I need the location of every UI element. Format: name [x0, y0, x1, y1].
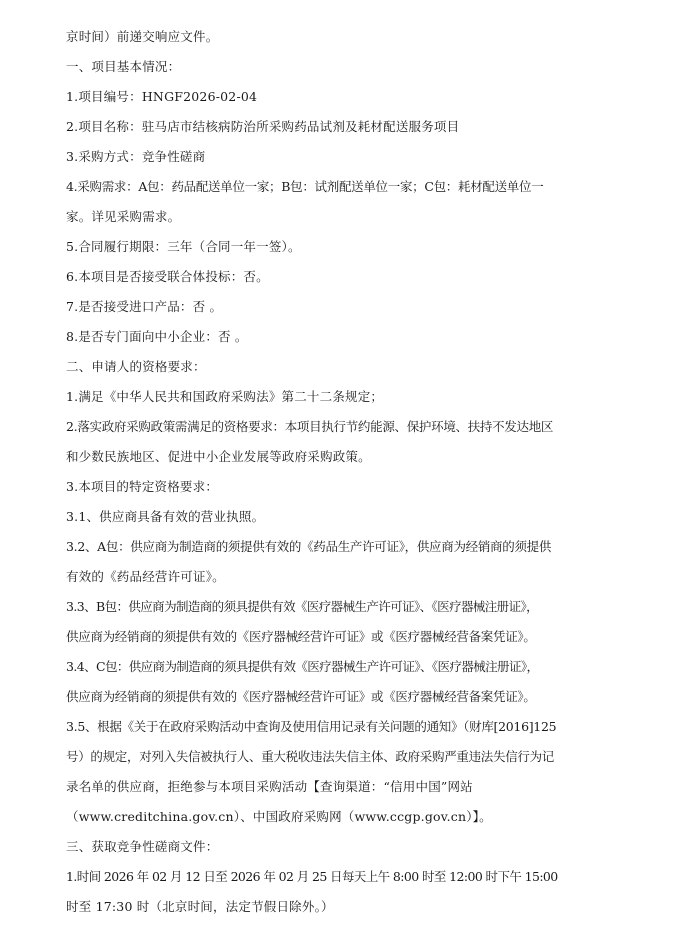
requirement-3-5-cont-1: 号）的规定，对列入失信被执行人、重大税收违法失信主体、政府采购严重违法失信行为记: [66, 749, 555, 764]
section-heading-3: 三、获取竞争性磋商文件：: [66, 839, 219, 854]
sme-only: 8.是否专门面向中小企业：否 。: [66, 329, 248, 344]
requirement-3-5: 3.5、根据《关于在政府采购活动中查询及使用信用记录有关问题的通知》（财库[2016]125: [66, 719, 557, 734]
section-heading-2: 二、申请人的资格要求：: [66, 359, 206, 374]
requirement-1: 1.满足《中华人民共和国政府采购法》第二十二条规定；: [66, 389, 384, 404]
requirement-3-5-cont-3: （www.creditchina.gov.cn）、中国政府采购网（www.ccgp.gov.cn）】。: [66, 809, 492, 824]
section-heading-1: 一、项目基本情况：: [66, 59, 181, 74]
procurement-method: 3.采购方式：竞争性磋商: [66, 149, 206, 164]
consortium-bid: 6.本项目是否接受联合体投标：否。: [66, 269, 269, 284]
acquisition-time-cont: 时至 17:30 时（北京时间，法定节假日除外。）: [66, 899, 334, 914]
procurement-needs-cont: 家。详见采购需求。: [66, 209, 181, 224]
contract-term: 5.合同履行期限：三年（合同一年一签）。: [66, 239, 301, 254]
requirement-2: 2.落实政府采购政策需满足的资格要求：本项目执行节约能源、保护环境、扶持不发达地区: [66, 419, 554, 434]
requirement-3-3: 3.3、B包：供应商为制造商的须具提供有效《医疗器械生产许可证》、《医疗器械注册证》，: [66, 599, 539, 614]
requirement-2-cont: 和少数民族地区、促进中小企业发展等政府采购政策。: [66, 449, 371, 464]
imported-products: 7.是否接受进口产品：否 。: [66, 299, 223, 314]
requirement-3-5-cont-2: 录名单的供应商，拒绝参与本项目采购活动【查询渠道：“信用中国”网站: [66, 779, 473, 794]
requirement-3-2-cont: 有效的《药品经营许可证》。: [66, 569, 225, 584]
requirement-3: 3.本项目的特定资格要求：: [66, 479, 219, 494]
requirement-3-2: 3.2、A包：供应商为制造商的须提供有效的《药品生产许可证》，供应商为经销商的须提供: [66, 539, 552, 554]
requirement-3-4: 3.4、C包：供应商为制造商的须具提供有效《医疗器械生产许可证》、《医疗器械注册证》，: [66, 659, 539, 674]
acquisition-time: 1.时间 2026 年 02 月 12 日至 2026 年 02 月 25 日每天上午 8:00 时至 12:00 时下午 15:00: [66, 869, 558, 884]
project-number: 1.项目编号：HNGF2026-02-04: [66, 89, 258, 104]
procurement-needs: 4.采购需求：A包：药品配送单位一家；B包：试剂配送单位一家；C包：耗材配送单位一: [66, 179, 544, 194]
requirement-3-3-cont: 供应商为经销商的须提供有效的《医疗器械经营许可证》或《医疗器械经营备案凭证》。: [66, 629, 536, 644]
requirement-3-1: 3.1、供应商具备有效的营业执照。: [66, 509, 265, 524]
project-name: 2.项目名称：驻马店市结核病防治所采购药品试剂及耗材配送服务项目: [66, 119, 460, 134]
text-line-1: 京时间）前递交响应文件。: [66, 29, 219, 44]
requirement-3-4-cont: 供应商为经销商的须提供有效的《医疗器械经营许可证》或《医疗器械经营备案凭证》。: [66, 689, 536, 704]
